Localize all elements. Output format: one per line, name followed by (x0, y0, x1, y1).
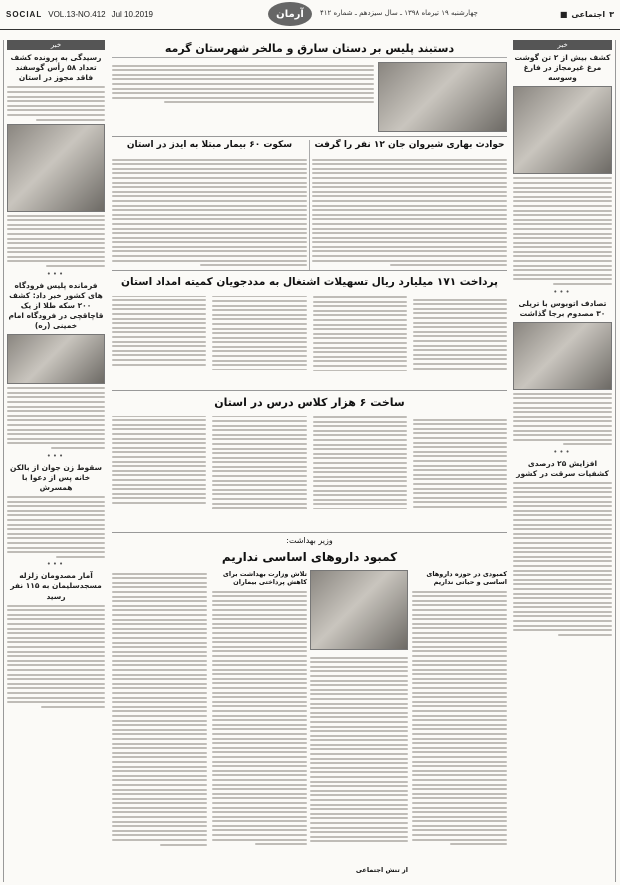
story-body-text (112, 156, 307, 269)
story-headline-shirvan: حوادث بهاری شیروان جان ۱۲ نفر را گرفت (314, 140, 505, 150)
story-headline-classrooms: ساخت ۶ هزار کلاس درس در استان (214, 396, 405, 409)
news-title: آمار مصدومان زلزله مسجدسلیمان به ۱۱۵ نفر رسید (10, 571, 102, 601)
news-title: تصادف اتوبوس با تریلی ۳۰ مصدوم برجا گذاشت (518, 298, 607, 318)
news-title: فرمانده پلیس فرودگاه های کشور خبر داد: کشف ۲۰۰ سکه طلا از یک قاچاقچی در فرودگاه امام خمینی (ره) (8, 280, 104, 331)
news-title: افزایش ۲۵ درصدی کشفیات سرقت در کشور (516, 459, 609, 479)
news-photo-bowls (7, 124, 105, 212)
left-news-column (3, 40, 108, 882)
news-body-text (513, 393, 612, 446)
right-news-column (510, 40, 616, 882)
lead-headline: دستبند پلیس بر دستان سارق و مالخر شهرستان گرمه (112, 40, 507, 58)
news-photo-ring (7, 334, 105, 384)
newspaper-logo: آرمان (268, 2, 312, 26)
news-body-text (513, 177, 612, 285)
story-body-text (112, 416, 507, 509)
news-title: رسیدگی به پرونده کشف تعداد ۵۸ رأس گوسفند فاقد مجوز در استان (10, 53, 102, 83)
news-bar: خبر (7, 40, 105, 50)
news-body-text (7, 496, 105, 558)
bullet-icon: ■ (559, 10, 568, 19)
divider (112, 532, 507, 533)
story-body-text (312, 156, 507, 269)
divider (112, 136, 507, 137)
news-photo-bus-crash (513, 322, 612, 390)
page-header (0, 0, 620, 30)
subhead: از تنش اجتماعی (355, 866, 408, 874)
subhead: کمبودی در حوزه داروهای اساسی و حیاتی نداریم (426, 570, 507, 586)
lead-photo-handcuffs (378, 62, 507, 132)
subhead: تلاش وزارت بهداشت برای کاهش پرداختی بیماران (222, 570, 307, 586)
news-bar: خبر (513, 40, 612, 50)
news-title: سقوط زن جوان از بالکن خانه پس از دعوا با همسرش (10, 462, 102, 492)
page-number: ۳ (609, 10, 614, 19)
separator-dots: ••• (46, 269, 66, 278)
story-headline-relief: پرداخت ۱۷۱ میلیارد ریال تسهیلات اشتغال به مددجویان کمیته امداد استان (121, 276, 498, 288)
separator-dots: ••• (46, 560, 66, 569)
story-body-text (412, 588, 507, 848)
story-photo-pills (310, 570, 408, 650)
column-divider (309, 140, 310, 270)
news-body-text (513, 482, 612, 636)
section-name: اجتماعی (571, 10, 606, 19)
news-body-text (7, 215, 105, 268)
date-en: Jul 10.2019 (111, 10, 153, 19)
section-label-en: SOCIAL (6, 10, 43, 19)
story-body-text (212, 588, 307, 848)
news-body-text (7, 387, 105, 449)
separator-dots: ••• (46, 451, 66, 460)
story-body-text (112, 296, 507, 370)
section-label (560, 10, 614, 19)
separator-dots: ••• (553, 448, 572, 456)
divider (112, 390, 507, 391)
news-body-text (7, 86, 105, 120)
story-headline-medicine: کمبود داروهای اساسی نداریم (221, 550, 398, 564)
news-body-text (7, 605, 105, 708)
news-photo-chickens (513, 86, 612, 174)
header-left (6, 10, 153, 19)
date-fa: چهارشنبه ۱۹ تیرماه ۱۳۹۸ ـ سال سیزدهم ـ شماره ۴۱۲ (320, 9, 478, 17)
story-headline-aids: سکوت ۶۰ بیمار مبتلا به ایدز در استان (126, 140, 293, 150)
story-body-text (310, 654, 408, 845)
separator-dots: ••• (553, 287, 572, 296)
volume-number: VOL.13-NO.412 (48, 10, 106, 19)
story-body-text (112, 570, 207, 848)
lead-body-text (112, 62, 374, 106)
news-title: کشف بیش از ۲ تن گوشت مرغ غیرمجاز در فارغ وسوسه (514, 53, 611, 83)
divider (112, 270, 507, 271)
story-kicker: وزیر بهداشت: (286, 536, 333, 545)
